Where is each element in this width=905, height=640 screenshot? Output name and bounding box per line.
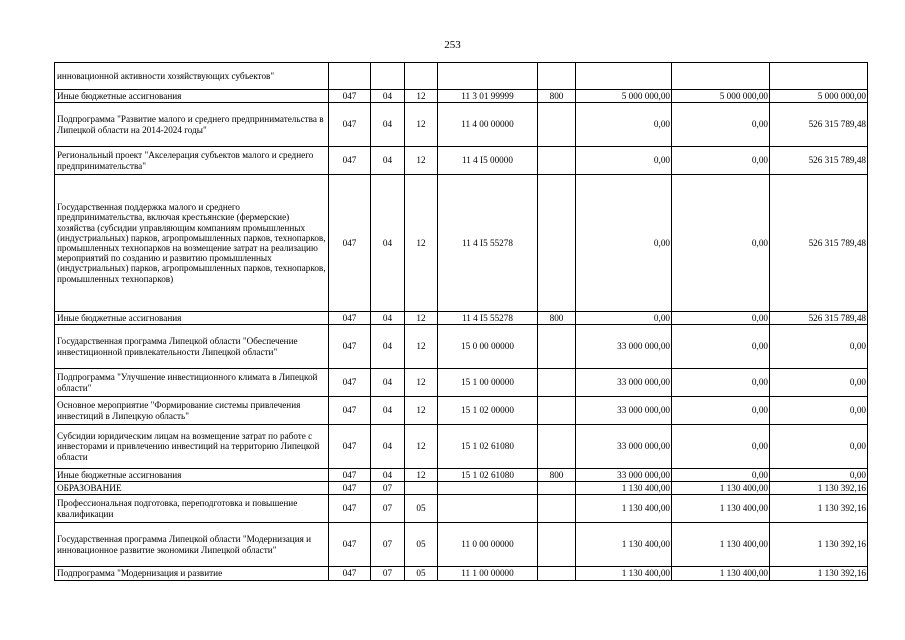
subsection-cell: 05 xyxy=(405,523,438,567)
subsection-cell xyxy=(405,482,438,495)
amount-year1-cell: 33 000 000,00 xyxy=(576,369,672,397)
target-article-cell xyxy=(438,482,538,495)
amount-year3-cell: 1 130 392,16 xyxy=(770,523,868,567)
row-name-cell: Иные бюджетные ассигнования xyxy=(55,469,329,482)
table-row xyxy=(55,103,868,147)
budget-table xyxy=(54,62,868,581)
subsection-cell: 12 xyxy=(405,147,438,175)
amount-year1-cell: 33 000 000,00 xyxy=(576,469,672,482)
subsection-cell: 12 xyxy=(405,397,438,425)
table-row xyxy=(55,397,868,425)
row-name-cell: Иные бюджетные ассигнования xyxy=(55,90,329,103)
row-name-cell: Государственная поддержка малого и среднего предпринимательства, включая крестьянские (фермерские) хозяйства (субсидии управляющим компаниям промышленных (индустриальных) парков, агропромышленных парков, технопарков, промышленных технопарков на возмещение затрат на реализацию мероприятий по созданию и развитию промышленных (индустриальных) парков, агропромышленных парков, технопарков, промышленных технопарков) xyxy=(55,175,329,312)
section-cell: 07 xyxy=(371,495,405,523)
amount-year2-cell: 1 130 400,00 xyxy=(672,482,770,495)
row-name-cell: Государственная программа Липецкой области "Модернизация и инновационное развитие экономики Липецкой области" xyxy=(55,523,329,567)
amount-year2-cell: 0,00 xyxy=(672,397,770,425)
expense-type-cell xyxy=(538,103,576,147)
table-row xyxy=(55,369,868,397)
amount-year3-cell xyxy=(770,63,868,90)
admin-code-cell: 047 xyxy=(329,175,371,312)
target-article-cell: 11 4 I5 55278 xyxy=(438,312,538,325)
amount-year3-cell: 1 130 392,16 xyxy=(770,567,868,581)
amount-year2-cell: 0,00 xyxy=(672,369,770,397)
section-cell: 07 xyxy=(371,567,405,581)
admin-code-cell: 047 xyxy=(329,567,371,581)
admin-code-cell: 047 xyxy=(329,495,371,523)
table-row xyxy=(55,567,868,581)
row-name-cell: ОБРАЗОВАНИЕ xyxy=(55,482,329,495)
row-name-cell: Подпрограмма "Развитие малого и среднего предпринимательства в Липецкой области на 2014-2024 годы" xyxy=(55,103,329,147)
row-name-cell: Региональный проект "Акселерация субъектов малого и среднего предпринимательства" xyxy=(55,147,329,175)
amount-year1-cell: 33 000 000,00 xyxy=(576,325,672,369)
subsection-cell: 12 xyxy=(405,175,438,312)
subsection-cell: 05 xyxy=(405,495,438,523)
target-article-cell: 15 0 00 00000 xyxy=(438,325,538,369)
subsection-cell: 12 xyxy=(405,425,438,469)
section-cell: 04 xyxy=(371,103,405,147)
subsection-cell xyxy=(405,63,438,90)
section-cell: 04 xyxy=(371,325,405,369)
table-row xyxy=(55,325,868,369)
target-article-cell: 15 1 00 00000 xyxy=(438,369,538,397)
amount-year1-cell: 33 000 000,00 xyxy=(576,397,672,425)
amount-year2-cell: 0,00 xyxy=(672,325,770,369)
table-row xyxy=(55,482,868,495)
expense-type-cell xyxy=(538,325,576,369)
row-name-cell: Основное мероприятие "Формирование системы привлечения инвестиций в Липецкую область" xyxy=(55,397,329,425)
amount-year3-cell: 526 315 789,48 xyxy=(770,147,868,175)
amount-year2-cell xyxy=(672,63,770,90)
section-cell: 04 xyxy=(371,90,405,103)
amount-year3-cell: 526 315 789,48 xyxy=(770,312,868,325)
table-row xyxy=(55,147,868,175)
amount-year2-cell: 1 130 400,00 xyxy=(672,523,770,567)
amount-year1-cell: 1 130 400,00 xyxy=(576,523,672,567)
target-article-cell: 11 0 00 00000 xyxy=(438,523,538,567)
amount-year3-cell: 0,00 xyxy=(770,369,868,397)
admin-code-cell: 047 xyxy=(329,425,371,469)
amount-year2-cell: 0,00 xyxy=(672,147,770,175)
admin-code-cell: 047 xyxy=(329,147,371,175)
target-article-cell xyxy=(438,63,538,90)
amount-year1-cell: 0,00 xyxy=(576,147,672,175)
subsection-cell: 12 xyxy=(405,103,438,147)
expense-type-cell xyxy=(538,147,576,175)
section-cell: 07 xyxy=(371,482,405,495)
expense-type-cell xyxy=(538,495,576,523)
row-name-cell: Государственная программа Липецкой области "Обеспечение инвестиционной привлекательности Липецкой области" xyxy=(55,325,329,369)
admin-code-cell: 047 xyxy=(329,90,371,103)
section-cell: 04 xyxy=(371,147,405,175)
amount-year3-cell: 0,00 xyxy=(770,325,868,369)
amount-year1-cell: 0,00 xyxy=(576,103,672,147)
amount-year1-cell: 0,00 xyxy=(576,312,672,325)
section-cell: 04 xyxy=(371,425,405,469)
expense-type-cell xyxy=(538,175,576,312)
expense-type-cell: 800 xyxy=(538,312,576,325)
table-row xyxy=(55,175,868,312)
page-number: 253 xyxy=(444,39,461,51)
admin-code-cell: 047 xyxy=(329,369,371,397)
table-row xyxy=(55,469,868,482)
admin-code-cell: 047 xyxy=(329,523,371,567)
row-name-cell: Иные бюджетные ассигнования xyxy=(55,312,329,325)
amount-year2-cell: 0,00 xyxy=(672,175,770,312)
subsection-cell: 12 xyxy=(405,325,438,369)
target-article-cell xyxy=(438,495,538,523)
amount-year2-cell: 0,00 xyxy=(672,469,770,482)
section-cell: 04 xyxy=(371,369,405,397)
subsection-cell: 12 xyxy=(405,469,438,482)
target-article-cell: 11 3 01 99999 xyxy=(438,90,538,103)
target-article-cell: 15 1 02 00000 xyxy=(438,397,538,425)
expense-type-cell xyxy=(538,482,576,495)
admin-code-cell: 047 xyxy=(329,482,371,495)
row-name-cell: Субсидии юридическим лицам на возмещение затрат по работе с инвесторами и привлечению инвестиций на территорию Липецкой области xyxy=(55,425,329,469)
amount-year3-cell: 1 130 392,16 xyxy=(770,482,868,495)
target-article-cell: 11 4 I5 55278 xyxy=(438,175,538,312)
target-article-cell: 11 4 00 00000 xyxy=(438,103,538,147)
amount-year1-cell: 33 000 000,00 xyxy=(576,425,672,469)
budget-table-body xyxy=(55,63,868,581)
section-cell: 04 xyxy=(371,469,405,482)
amount-year2-cell: 5 000 000,00 xyxy=(672,90,770,103)
subsection-cell: 05 xyxy=(405,567,438,581)
amount-year1-cell: 1 130 400,00 xyxy=(576,495,672,523)
target-article-cell: 15 1 02 61080 xyxy=(438,469,538,482)
target-article-cell: 11 4 I5 00000 xyxy=(438,147,538,175)
amount-year2-cell: 0,00 xyxy=(672,425,770,469)
admin-code-cell: 047 xyxy=(329,103,371,147)
admin-code-cell: 047 xyxy=(329,325,371,369)
table-row xyxy=(55,63,868,90)
table-row xyxy=(55,425,868,469)
admin-code-cell: 047 xyxy=(329,469,371,482)
table-row xyxy=(55,523,868,567)
expense-type-cell xyxy=(538,63,576,90)
subsection-cell: 12 xyxy=(405,369,438,397)
admin-code-cell xyxy=(329,63,371,90)
subsection-cell: 12 xyxy=(405,90,438,103)
expense-type-cell xyxy=(538,369,576,397)
section-cell: 04 xyxy=(371,175,405,312)
admin-code-cell: 047 xyxy=(329,312,371,325)
expense-type-cell xyxy=(538,523,576,567)
expense-type-cell: 800 xyxy=(538,90,576,103)
section-cell: 04 xyxy=(371,397,405,425)
amount-year1-cell: 1 130 400,00 xyxy=(576,567,672,581)
amount-year1-cell: 0,00 xyxy=(576,175,672,312)
amount-year3-cell: 0,00 xyxy=(770,469,868,482)
section-cell xyxy=(371,63,405,90)
target-article-cell: 11 1 00 00000 xyxy=(438,567,538,581)
table-row xyxy=(55,495,868,523)
amount-year3-cell: 1 130 392,16 xyxy=(770,495,868,523)
amount-year1-cell: 1 130 400,00 xyxy=(576,482,672,495)
row-name-cell: инновационной активности хозяйствующих субъектов" xyxy=(55,63,329,90)
admin-code-cell: 047 xyxy=(329,397,371,425)
amount-year2-cell: 0,00 xyxy=(672,103,770,147)
table-row xyxy=(55,90,868,103)
section-cell: 07 xyxy=(371,523,405,567)
table-row xyxy=(55,312,868,325)
expense-type-cell xyxy=(538,425,576,469)
expense-type-cell xyxy=(538,397,576,425)
amount-year2-cell: 1 130 400,00 xyxy=(672,567,770,581)
section-cell: 04 xyxy=(371,312,405,325)
amount-year3-cell: 526 315 789,48 xyxy=(770,103,868,147)
amount-year2-cell: 0,00 xyxy=(672,312,770,325)
expense-type-cell: 800 xyxy=(538,469,576,482)
amount-year1-cell xyxy=(576,63,672,90)
amount-year2-cell: 1 130 400,00 xyxy=(672,495,770,523)
row-name-cell: Подпрограмма "Улучшение инвестиционного климата в Липецкой области" xyxy=(55,369,329,397)
amount-year3-cell: 0,00 xyxy=(770,425,868,469)
amount-year3-cell: 5 000 000,00 xyxy=(770,90,868,103)
target-article-cell: 15 1 02 61080 xyxy=(438,425,538,469)
subsection-cell: 12 xyxy=(405,312,438,325)
row-name-cell: Профессиональная подготовка, переподготовка и повышение квалификации xyxy=(55,495,329,523)
amount-year3-cell: 526 315 789,48 xyxy=(770,175,868,312)
expense-type-cell xyxy=(538,567,576,581)
amount-year1-cell: 5 000 000,00 xyxy=(576,90,672,103)
amount-year3-cell: 0,00 xyxy=(770,397,868,425)
row-name-cell: Подпрограмма "Модернизация и развитие xyxy=(55,567,329,581)
